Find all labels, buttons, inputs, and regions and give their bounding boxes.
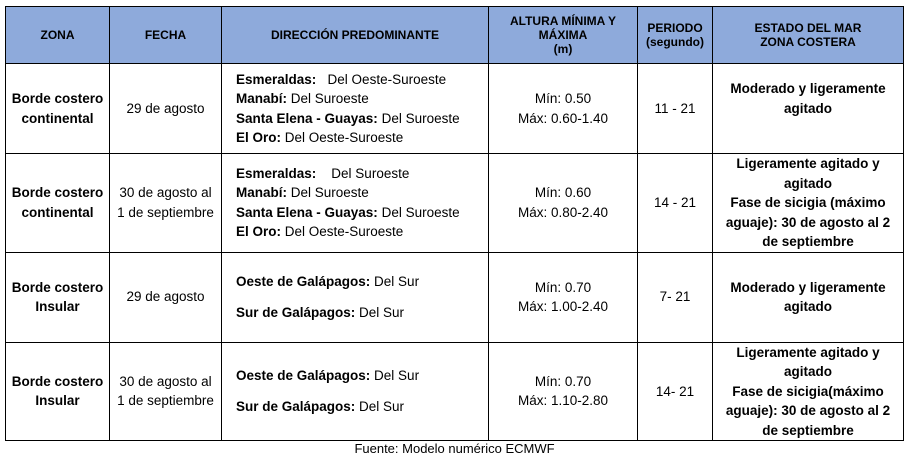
- header-row: [6, 7, 904, 64]
- periodo-cell: 14 - 21: [638, 154, 713, 253]
- source-caption: Fuente: Modelo numérico ECMWF: [354, 441, 555, 456]
- table-row: [6, 252, 904, 342]
- sea-state-table: [5, 6, 904, 441]
- fecha-cell: 30 de agosto al 1 de septiembre: [110, 342, 222, 441]
- fecha-cell: 29 de agosto: [110, 64, 222, 154]
- periodo-cell: 7- 21: [638, 252, 713, 342]
- header-direccion: DIRECCIÓN PREDOMINANTE: [222, 7, 489, 64]
- table-row: [6, 64, 904, 154]
- header-zona: ZONA: [6, 7, 110, 64]
- table-row: [6, 342, 904, 441]
- header-altura: ALTURA MÍNIMA Y MÁXIMA (m): [489, 7, 638, 64]
- periodo-cell: 11 - 21: [638, 64, 713, 154]
- estado-cell: Ligeramente agitado y agitado Fase de sicigia(máximo aguaje): 30 de agosto al 2 de septiembre: [713, 342, 904, 441]
- estado-cell: Moderado y ligeramente agitado: [713, 64, 904, 154]
- zona-cell: Borde costero continental: [6, 64, 110, 154]
- estado-cell: Ligeramente agitado y agitado Fase de sicigia (máximo aguaje): 30 de agosto al 2 de septiembre: [713, 154, 904, 253]
- altura-cell: Mín: 0.70 Máx: 1.10-2.80: [489, 342, 638, 441]
- zona-cell: Borde costero Insular: [6, 252, 110, 342]
- estado-cell: Moderado y ligeramente agitado: [713, 252, 904, 342]
- header-fecha: FECHA: [110, 7, 222, 64]
- direccion-cell: Esmeraldas: Del Suroeste Manabí: Del Suroeste Santa Elena - Guayas: Del Suroeste El Oro: Del Oeste-Suroeste: [222, 154, 489, 253]
- direccion-cell: Oeste de Galápagos: Del Sur Sur de Galápagos: Del Sur: [222, 342, 489, 441]
- header-periodo: PERIODO (segundo): [638, 7, 713, 64]
- zona-cell: Borde costero Insular: [6, 342, 110, 441]
- direccion-cell: Esmeraldas: Del Oeste-Suroeste Manabí: Del Suroeste Santa Elena - Guayas: Del Suroeste El Oro: Del Oeste-Suroeste: [222, 64, 489, 154]
- zona-cell: Borde costero continental: [6, 154, 110, 253]
- periodo-cell: 14- 21: [638, 342, 713, 441]
- table-row: [6, 154, 904, 253]
- fecha-cell: 30 de agosto al 1 de septiembre: [110, 154, 222, 253]
- fecha-cell: 29 de agosto: [110, 252, 222, 342]
- altura-cell: Mín: 0.50 Máx: 0.60-1.40: [489, 64, 638, 154]
- altura-cell: Mín: 0.60 Máx: 0.80-2.40: [489, 154, 638, 253]
- header-estado: ESTADO DEL MAR ZONA COSTERA: [713, 7, 904, 64]
- altura-cell: Mín: 0.70 Máx: 1.00-2.40: [489, 252, 638, 342]
- direccion-cell: Oeste de Galápagos: Del Sur Sur de Galápagos: Del Sur: [222, 252, 489, 342]
